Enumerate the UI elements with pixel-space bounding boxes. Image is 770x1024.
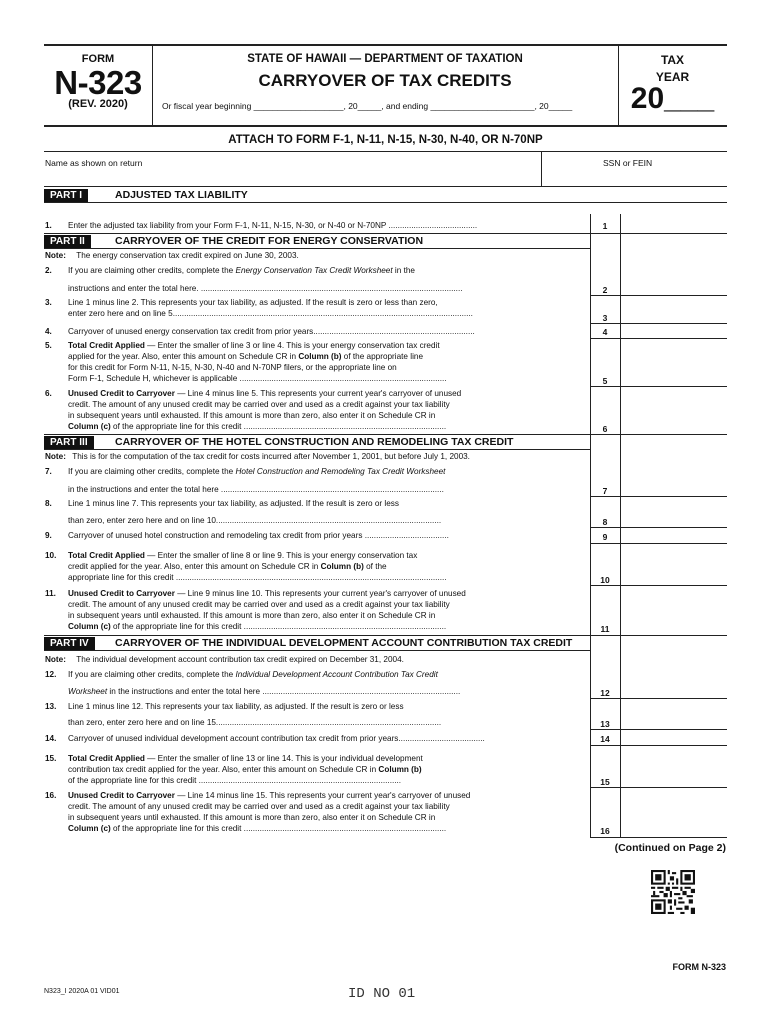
part2-note: The energy conservation tax credit expired on June 30, 2003. — [76, 251, 299, 260]
line-11-column-c: Column (c) — [68, 622, 111, 631]
line-5-text-d: Form F-1, Schedule H, whichever is applicable ........................................................................................... — [68, 374, 447, 383]
line-5-num: 5. — [45, 341, 52, 350]
part4-title: CARRYOVER OF THE INDIVIDUAL DEVELOPMENT ACCOUNT CONTRIBUTION TAX CREDIT — [115, 637, 573, 649]
department-heading: STATE OF HAWAII — DEPARTMENT OF TAXATION — [247, 53, 523, 65]
part3-note-label: Note: — [45, 452, 66, 461]
page-title: CARRYOVER OF TAX CREDITS — [258, 71, 512, 90]
line-10-num: 10. — [45, 551, 57, 560]
line-8-num: 8. — [45, 499, 52, 508]
line-10-text-b-end: of the — [366, 562, 387, 571]
continued-note: (Continued on Page 2) — [614, 842, 726, 854]
line-4-box: 4 — [602, 327, 608, 337]
line-11-text-b: credit. The amount of any unused credit may be carried over and used as a credit against your tax liability — [68, 600, 450, 609]
line-5-text-b-end: of the appropriate line — [343, 352, 423, 361]
tax-label: TAX — [660, 53, 685, 67]
form-number: N-323 — [54, 64, 142, 101]
tax-year-field[interactable]: 20___ — [630, 82, 715, 115]
line-6-column-c: Column (c) — [68, 422, 111, 431]
part1-tag: PART I — [44, 189, 88, 202]
id-number: ID NO 01 — [348, 986, 416, 1002]
part2-tag: PART II — [44, 235, 91, 248]
line-1-text: Enter the adjusted tax liability from your Form F-1, N-11, N-15, N-30, or N-40 or N-70NP ....................................... — [68, 221, 478, 230]
line-6-text-b: credit. The amount of any unused credit may be carried over and used as a credit against your tax liability — [68, 400, 450, 409]
fiscal-year-line[interactable]: Or fiscal year beginning ___________________, 20_____, and ending ______________________, 20_____ — [162, 101, 573, 111]
line-6-num: 6. — [45, 389, 52, 398]
line-12-text-a: If you are claiming other credits, complete the — [68, 670, 234, 679]
line-12-worksheet-word: Worksheet — [68, 687, 108, 696]
line-11-box: 11 — [600, 624, 610, 634]
part4-tag: PART IV — [44, 637, 95, 650]
line-16-column-c: Column (c) — [68, 824, 111, 833]
line-11-bold: Unused Credit to Carryover — [68, 589, 175, 598]
line-2-num: 2. — [45, 266, 52, 275]
line-15-text-b: contribution tax credit applied for the year. Also, enter this amount on Schedule CR in — [68, 765, 377, 774]
line-6-bold: Unused Credit to Carryover — [68, 389, 175, 398]
line-13-num: 13. — [45, 702, 57, 711]
line-16-bold: Unused Credit to Carryover — [68, 791, 175, 800]
line-16-text-b: credit. The amount of any unused credit may be carried over and used as a credit against your tax liability — [68, 802, 450, 811]
line-10-bold: Total Credit Applied — [68, 551, 145, 560]
line-1-amount[interactable] — [620, 214, 727, 233]
year-label: YEAR — [655, 70, 690, 84]
line-11-text-d: of the appropriate line for this credit ......................................................................................... — [113, 622, 447, 631]
part3-title: CARRYOVER OF THE HOTEL CONSTRUCTION AND REMODELING TAX CREDIT — [115, 436, 514, 448]
part2-title: CARRYOVER OF THE CREDIT FOR ENERGY CONSERVATION — [115, 235, 424, 247]
line-13-box: 13 — [600, 719, 610, 729]
line-4-num: 4. — [45, 327, 52, 336]
line-10-text-c: appropriate line for this credit ....................................................................................................................... — [68, 573, 447, 582]
part3-note: This is for the computation of the tax credit for costs incurred after November 1, 2001, but before July 1, 2003. — [72, 452, 470, 461]
line-1-num: 1. — [45, 221, 52, 230]
part4-note: The individual development account contribution tax credit expired on December 31, 2004. — [76, 655, 404, 664]
line-7-text-b: in the instructions and enter the total here .................................................................................................. — [68, 485, 444, 494]
line-10-text-a: — Enter the smaller of line 8 or line 9. This is your energy conservation tax — [147, 551, 418, 560]
ssn-label: SSN or FEIN — [603, 158, 653, 168]
line-14-text: Carryover of unused individual development account contribution tax credit from prior years...................................... — [68, 734, 485, 743]
line-12-box: 12 — [600, 688, 610, 698]
line-3-text-b: enter zero here and on line 5.................................................................................................................................... — [68, 309, 473, 318]
line-5-box: 5 — [602, 376, 608, 386]
attach-instruction: ATTACH TO FORM F-1, N-11, N-15, N-30, N-40, OR N-70NP — [228, 134, 543, 146]
footer-form-number: FORM N-323 — [672, 962, 726, 972]
line-7-worksheet-name: Hotel Construction and Remodeling Tax Credit Worksheet — [235, 467, 446, 476]
line-15-box: 15 — [600, 777, 610, 787]
line-10-box: 10 — [600, 575, 610, 585]
line-11-text-a: — Line 9 minus line 10. This represents your current year's carryover of unused — [177, 589, 466, 598]
part4-note-label: Note: — [45, 655, 66, 664]
line-4-text: Carryover of unused energy conservation tax credit from prior years....................................................................... — [68, 327, 475, 336]
line-16-text-d: of the appropriate line for this credit ......................................................................................... — [113, 824, 447, 833]
line-2-text-a-end: in the — [394, 266, 415, 275]
line-2-box: 2 — [602, 285, 608, 295]
line-5-bold: Total Credit Applied — [68, 341, 145, 350]
line-10-column-b: Column (b) — [320, 562, 364, 571]
line-10-text-b: credit applied for the year. Also, enter this amount on Schedule CR in — [68, 562, 319, 571]
line-3-text-a: Line 1 minus line 2. This represents your tax liability, as adjusted. If the result is zero or less than zero, — [68, 298, 438, 307]
line-15-column-b: Column (b) — [378, 765, 422, 774]
line-14-num: 14. — [45, 734, 57, 743]
line-15-num: 15. — [45, 754, 57, 763]
line-5-column-b: Column (b) — [298, 352, 342, 361]
line-3-num: 3. — [45, 298, 52, 307]
line-16-box: 16 — [600, 826, 610, 836]
line-2-text-b: instructions and enter the total here. ................................................................................................................... — [68, 284, 463, 293]
qr-code — [651, 870, 695, 914]
line-2-text-a — [68, 266, 415, 277]
line-15-text-c: of the appropriate line for this credit ......................................................................................... — [68, 776, 402, 785]
line-11-text-c: in subsequent years until exhausted. If this amount is more than zero, also enter it on Schedule CR in — [68, 611, 436, 620]
line-12-text-b: in the instructions and enter the total here ....................................................................................... — [109, 687, 461, 696]
part2-note-label: Note: — [45, 251, 66, 260]
line-8-text-b: than zero, enter zero here and on line 10................................................................................................... — [68, 516, 442, 525]
line-5-text-b: applied for the year. Also, enter this amount on Schedule CR in — [68, 352, 297, 361]
line-15-text-a: — Enter the smaller of line 13 or line 14. This is your individual development — [147, 754, 423, 763]
line-13-text-a: Line 1 minus line 12. This represents your tax liability, as adjusted. If the result is zero or less — [68, 702, 404, 711]
line-1-box: 1 — [602, 221, 608, 231]
line-9-num: 9. — [45, 531, 52, 540]
line-12-worksheet-name: Individual Development Account Contribution Tax Credit — [235, 670, 438, 679]
line-9-text: Carryover of unused hotel construction and remodeling tax credit from prior years ..................................... — [68, 531, 449, 540]
line-16-num: 16. — [45, 791, 57, 800]
footer-code: N323_I 2020A 01 VID01 — [44, 988, 120, 995]
part3-tag: PART III — [44, 436, 94, 449]
line-6-text-c: in subsequent years until exhausted. If this amount is more than zero, also enter it on Schedule CR in — [68, 411, 436, 420]
line-16-text-c: in subsequent years until exhausted. If this amount is more than zero, also enter it on Schedule CR in — [68, 813, 436, 822]
line-14-box: 14 — [600, 734, 610, 744]
line-13-text-b: than zero, enter zero here and on line 15................................................................................................... — [68, 718, 442, 727]
line-5-text-c: for this credit for Form N-11, N-15, N-30, N-40 and N-70NP filers, or the appropriate line on — [68, 363, 397, 372]
line-9-box: 9 — [602, 532, 608, 542]
name-label: Name as shown on return — [45, 158, 143, 168]
part1-title: ADJUSTED TAX LIABILITY — [115, 189, 248, 201]
line-7-text-a: If you are claiming other credits, complete the — [68, 467, 234, 476]
line-6-box: 6 — [602, 424, 608, 434]
line-11-num: 11. — [45, 589, 56, 598]
line-2-text-a-start: If you are claiming other credits, complete the — [68, 266, 234, 275]
line-15-bold: Total Credit Applied — [68, 754, 145, 763]
line-16-text-a: — Line 14 minus line 15. This represents your current year's carryover of unused — [177, 791, 471, 800]
line-8-text-a: Line 1 minus line 7. This represents your tax liability, as adjusted. If the result is zero or less — [68, 499, 399, 508]
line-12-num: 12. — [45, 670, 57, 679]
line-3-box: 3 — [602, 313, 608, 323]
line-7-num: 7. — [45, 467, 52, 476]
line-6-text-a: — Line 4 minus line 5. This represents your current year's carryover of unused — [177, 389, 462, 398]
form-label: FORM — [81, 53, 115, 65]
line-7-box: 7 — [602, 486, 608, 496]
line-8-box: 8 — [602, 517, 608, 527]
form-revision: (REV. 2020) — [68, 98, 128, 110]
line-6-text-d: of the appropriate line for this credit ......................................................................................... — [113, 422, 447, 431]
line-5-text-a: — Enter the smaller of line 3 or line 4. This is your energy conservation tax credit — [147, 341, 440, 350]
line-2-worksheet-name: Energy Conservation Tax Credit Worksheet — [235, 266, 393, 275]
